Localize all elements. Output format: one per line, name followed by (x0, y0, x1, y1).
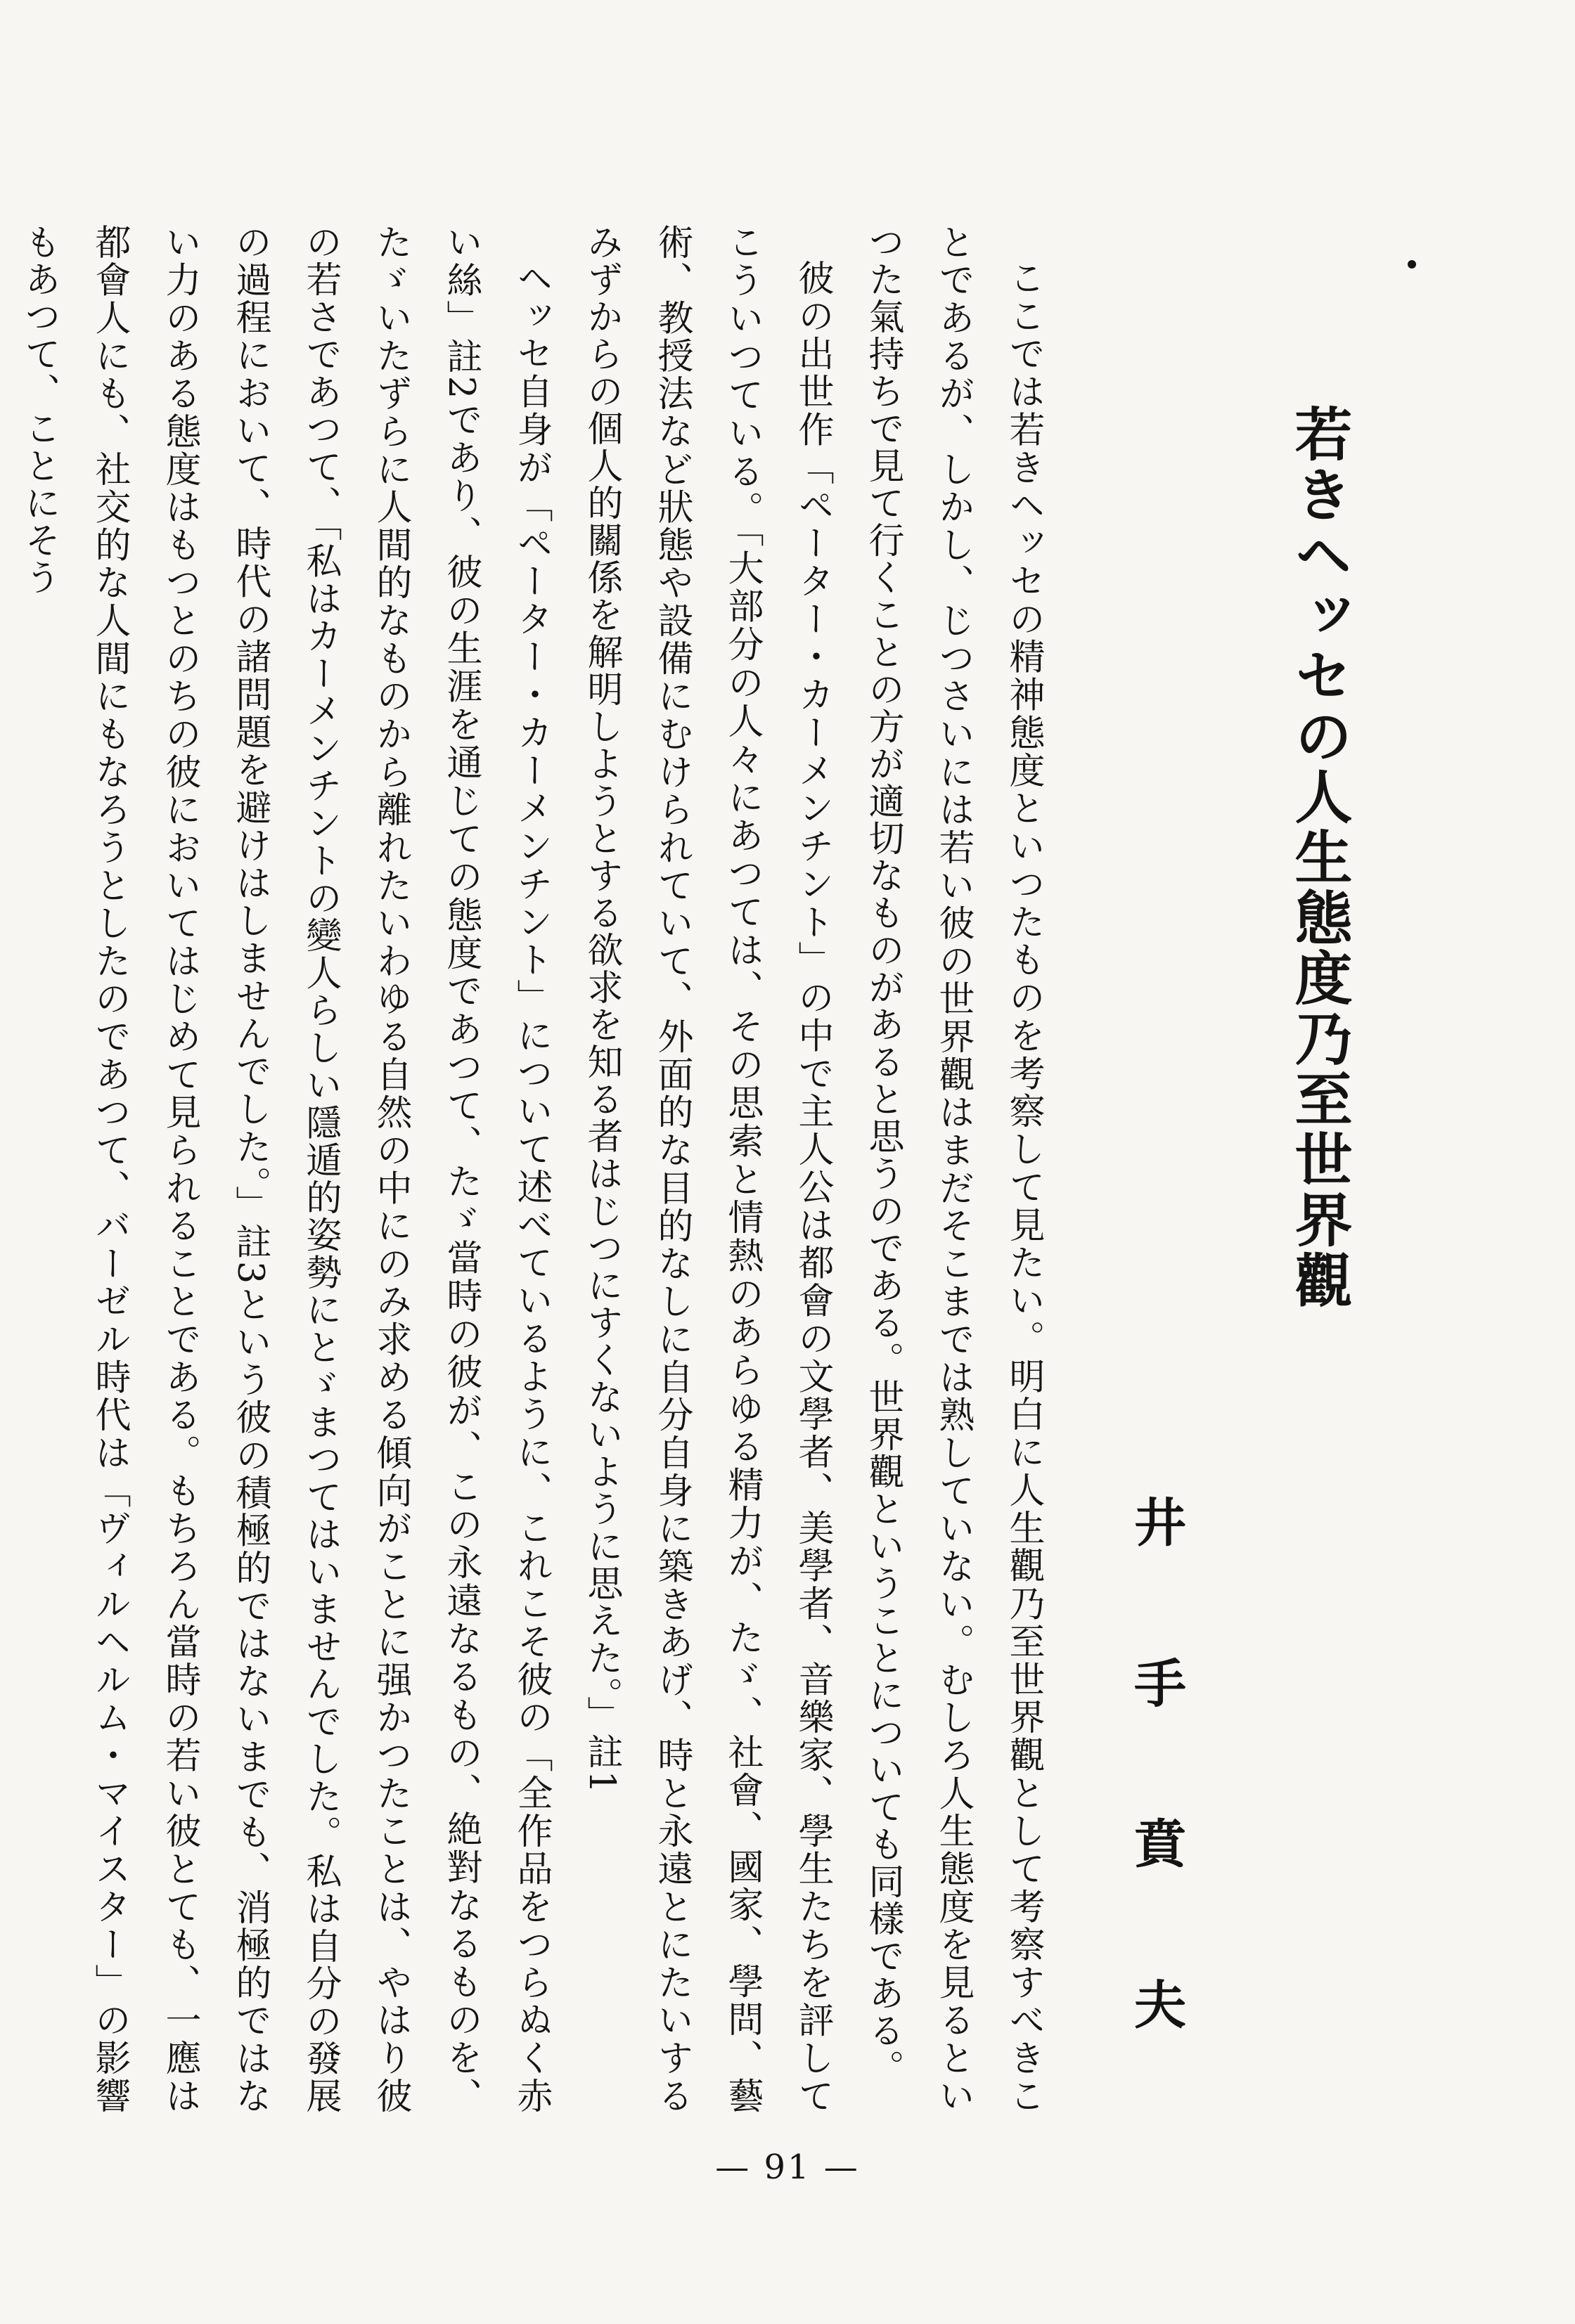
author-char: 賁 (1134, 1814, 1186, 1876)
paragraph: 彼の出世作「ペーター・カーメンチント」の中で主人公は都會の文學者、美學者、音樂家、學生たちを評してこういつている。「大部分の人々にあつては、その思索と情熱のあらゆる精力が、たゞ、社會、國家、學問、藝術、教授法など狀態や設備にむけられていて、外面的な目的なしに自分自身に築きあげ、時と永遠とにたいするみずからの個人的關係を解明しようとする欲求を知る者はじつにすくないように思えた。」註1 (581, 224, 833, 2115)
ink-dot (1408, 260, 1416, 269)
author-char: 夫 (1134, 1975, 1186, 2036)
paragraph: ここでは若きヘッセの精神態度といつたものを考察して見たい。明白に人生觀乃至世界觀として考察すべきことであるが、しかし、じつさいには若い彼の世界觀はまだそこまでは熟していない。むしろ人生態度を見るといつた氣持ちで見て行くことの方が適切なものがあると思うのである。世界觀ということについても同樣である。 (862, 224, 1044, 2115)
article-title: 若きヘッセの人生態度乃至世界觀 (1285, 404, 1352, 1311)
author-char: 井 (1134, 1493, 1186, 1554)
author-name (1121, 1493, 1199, 2036)
article-body (18, 224, 1058, 2115)
paragraph: ヘッセ自身が「ペーター・カーメンチント」について述べているように、これこそ彼の「全作品をつらぬく赤い絲」註2であり、彼の生涯を通じての態度であつて、たゞ當時の彼が、この永遠なるもの、絶對なるものを、たゞいたずらに人間的なものから離れたいわゆる自然の中にのみ求める傾向がことに强かつたことは、やはり彼の若さであつて、「私はカーメンチントの變人らしい隱遁的姿勢にとゞまつてはいませんでした。私は自分の發展の過程において、時代の諸問題を避けはしませんでした。」註3という彼の積極的ではないまでも、消極的ではない力のある態度はもつとのちの彼においてはじめて見られることである。もちろん當時の若い彼とても、一應は都會人にも、社交的な人間にもなろうとしたのであつて、バーゼル時代は「ヴィルヘルム・マイスター」の影響もあつて、ことにそう (18, 224, 552, 2115)
author-char: 手 (1134, 1653, 1186, 1715)
page-number: — 91 — (715, 2148, 860, 2187)
